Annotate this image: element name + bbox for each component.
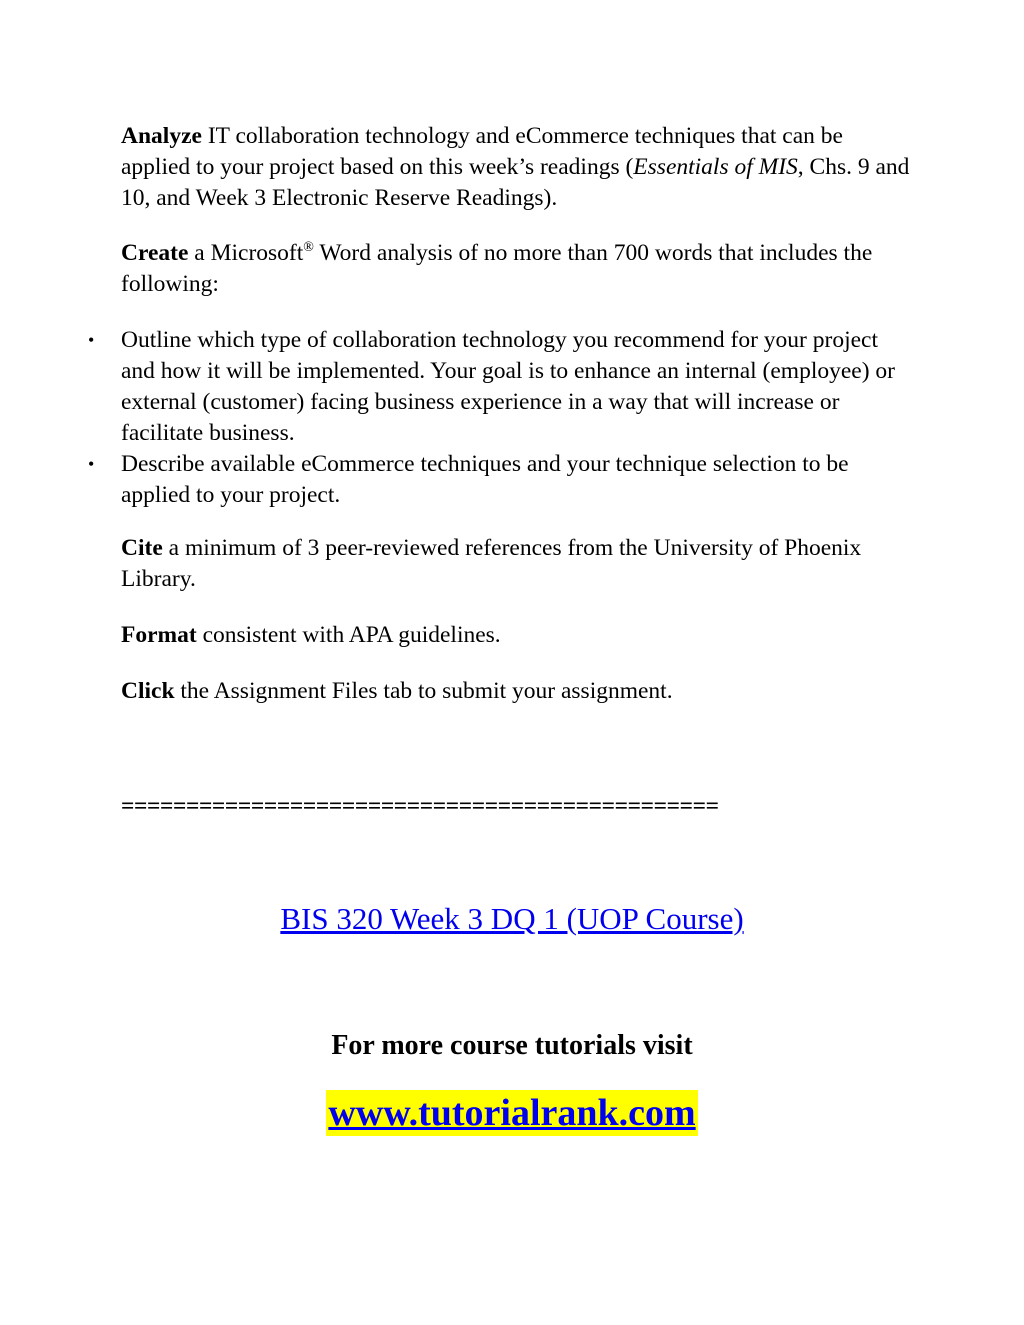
- paragraph-cite: [121, 533, 911, 595]
- bullet-icon: •: [88, 330, 95, 350]
- paragraph-cite-text: a minimum of 3 peer-reviewed references from the University of Phoenix Library.: [121, 535, 862, 592]
- keyword-analyze: Analyze: [121, 123, 202, 149]
- paragraph-create-text-b: Word analysis of no more than 700 words that includes the following:: [121, 240, 873, 297]
- keyword-create: Create: [121, 240, 189, 266]
- more-tutorials-heading: For more course tutorials visit: [331, 1030, 693, 1061]
- keyword-format: Format: [121, 622, 197, 648]
- keyword-click: Click: [121, 678, 175, 704]
- bullet-icon: •: [88, 454, 95, 474]
- paragraph-analyze: [121, 121, 911, 214]
- website-link[interactable]: www.tutorialrank.com: [328, 1092, 696, 1134]
- paragraph-analyze-text-b: , Chs. 9 and 10, and Week 3 Electronic Reserve Readings).: [121, 154, 910, 211]
- registered-mark: ®: [303, 240, 314, 255]
- list-item-text: Describe available eCommerce techniques and your technique selection to be applied to your project.: [121, 451, 849, 508]
- list-item-text: Outline which type of collaboration technology you recommend for your project and how it will be implemented. Your goal is to enhance an internal (employee) or external (customer) facing business experience in a way that will increase or facilitate business.: [121, 327, 895, 446]
- list-item: [0, 449, 911, 511]
- requirements-list: [0, 325, 1024, 511]
- list-item: [0, 325, 911, 449]
- paragraph-click: [121, 676, 911, 707]
- paragraph-analyze-text-a: IT collaboration technology and eCommerce techniques that can be applied to your project based on this week’s readings (: [121, 123, 843, 180]
- paragraph-create: [121, 238, 911, 300]
- keyword-cite: Cite: [121, 535, 163, 561]
- paragraph-format: [121, 620, 911, 651]
- paragraph-create-text-a: a Microsoft: [188, 240, 304, 266]
- book-title: Essentials of MIS: [633, 154, 798, 180]
- course-link[interactable]: BIS 320 Week 3 DQ 1 (UOP Course): [280, 901, 744, 936]
- site-link-wrapper: [0, 1090, 1024, 1136]
- section-divider: ==============================================: [121, 793, 719, 819]
- paragraph-click-text: the Assignment Files tab to submit your assignment.: [174, 678, 673, 704]
- paragraph-format-text: consistent with APA guidelines.: [196, 622, 501, 648]
